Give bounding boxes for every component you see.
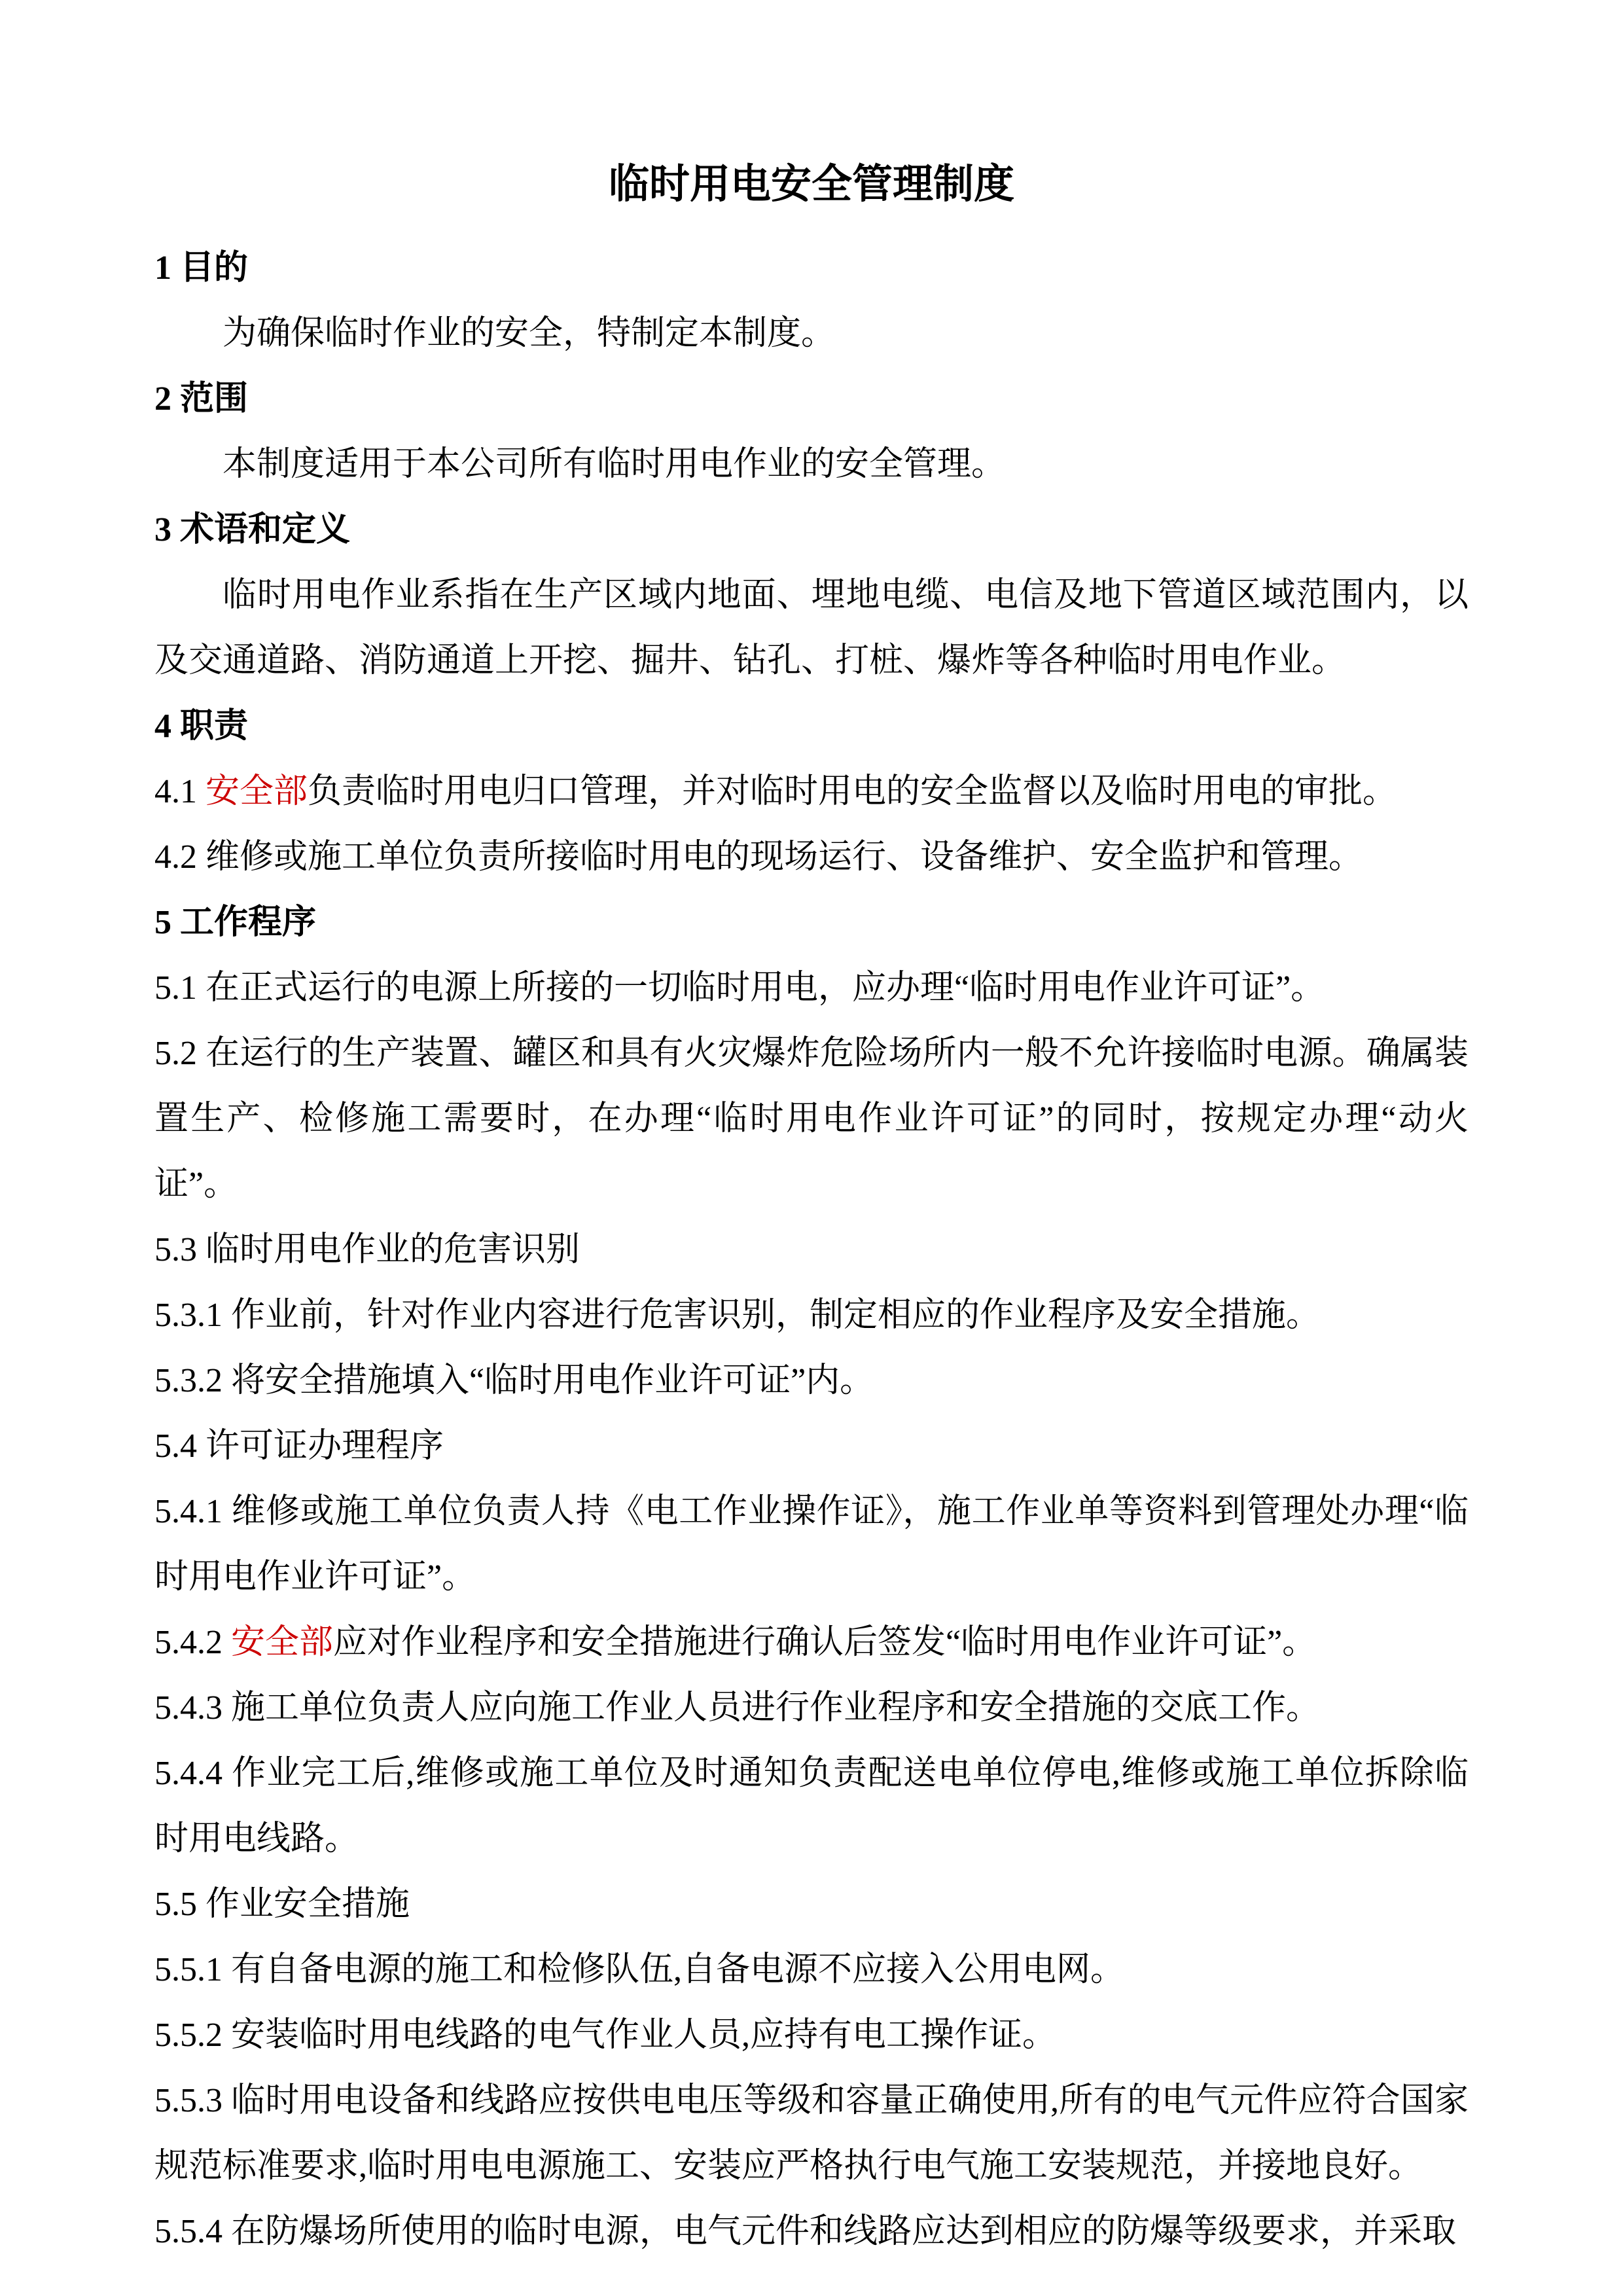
text-run: 5.4.2 [154,1624,231,1661]
item-5-4-4 [154,1741,1469,1872]
document-content [154,149,1469,2265]
text-run: 4.2 维修或施工单位负责所接临时用电的现场运行、设备维护、安全监护和管理。 [154,838,1363,876]
item-5-3 [154,1217,1469,1283]
heading-3-terms [154,497,1469,563]
text-run: 临时用电作业系指在生产区域内地面、埋地电缆、电信及地下管道区域范围内，以及交通道路、消防通道上开挖、掘井、钻孔、打桩、爆炸等各种临时用电作业。 [154,577,1469,679]
text-run: 5.5.3 临时用电设备和线路应按供电电压等级和容量正确使用,所有的电气元件应符合国家规范标准要求,临时用电电源施工、安装应严格执行电气施工安装规范，并接地良好。 [154,2082,1469,2185]
item-5-5-1 [154,1937,1469,2003]
red-highlight-text: 安全部 [231,1624,334,1661]
heading-4-responsibility [154,694,1469,759]
text-run: 5.3.1 作业前，针对作业内容进行危害识别，制定相应的作业程序及安全措施。 [154,1297,1321,1334]
item-5-4 [154,1414,1469,1479]
para-terms [154,563,1469,694]
item-4-1 [154,759,1469,825]
text-run: 5 工作程序 [154,904,317,941]
heading-2-scope [154,367,1469,432]
text-run: 5.1 在正式运行的电源上所接的一切临时用电，应办理“临时用电作业许可证”。 [154,969,1325,1007]
item-4-2 [154,825,1469,890]
text-run: 1 目的 [154,249,249,287]
text-run: 5.2 在运行的生产装置、罐区和具有火灾爆炸危险场所内一般不允许接临时电源。确属装置生产、检修施工需要时，在办理“临时用电作业许可证”的同时，按规定办理“动火证”。 [154,1035,1469,1203]
item-5-2 [154,1021,1469,1217]
text-run: 5.4 许可证办理程序 [154,1427,444,1465]
item-5-4-3 [154,1676,1469,1741]
text-run: 5.3.2 将安全措施填入“临时用电作业许可证”内。 [154,1362,874,1399]
item-5-4-2 [154,1610,1469,1676]
text-run: 5.3 临时用电作业的危害识别 [154,1231,580,1268]
text-run: 应对作业程序和安全措施进行确认后签发“临时用电作业许可证”。 [333,1624,1317,1661]
text-run: 5.4.3 施工单位负责人应向施工作业人员进行作业程序和安全措施的交底工作。 [154,1689,1321,1727]
text-run: 为确保临时作业的安全，特制定本制度。 [223,315,836,352]
item-5-5-2 [154,2003,1469,2068]
text-run: 负责临时用电归口管理，并对临时用电的安全监督以及临时用电的审批。 [308,773,1397,810]
text-run: 3 术语和定义 [154,511,351,548]
text-run: 4.1 [154,773,205,810]
para-purpose [154,301,1469,367]
text-run: 5.5.4 在防爆场所使用的临时电源，电气元件和线路应达到相应的防爆等级要求，并采取 [154,2213,1457,2250]
text-run: 2 范围 [154,380,249,418]
heading-5-procedure [154,890,1469,956]
text-run: 本制度适用于本公司所有临时用电作业的安全管理。 [223,446,1006,483]
item-5-1 [154,956,1469,1021]
document-body [154,236,1469,2265]
para-scope [154,432,1469,497]
text-run: 5.4.1 维修或施工单位负责人持《电工作业操作证》，施工作业单等资料到管理处办理“临时用电作业许可证”。 [154,1493,1469,1596]
item-5-3-2 [154,1348,1469,1414]
item-5-5-3 [154,2068,1469,2199]
item-5-5 [154,1872,1469,1937]
text-run: 5.5.2 安装临时用电线路的电气作业人员,应持有电工操作证。 [154,2017,1057,2054]
document-title: 临时用电安全管理制度 [608,162,1014,207]
item-5-5-4 [154,2199,1469,2265]
item-5-3-1 [154,1283,1469,1348]
text-run: 4 职责 [154,708,249,745]
text-run: 5.5 作业安全措施 [154,1886,410,1923]
heading-1-purpose [154,236,1469,301]
text-run: 5.5.1 有自备电源的施工和检修队伍,自备电源不应接入公用电网。 [154,1951,1125,1988]
text-run: 5.4.4 作业完工后,维修或施工单位及时通知负责配送电单位停电,维修或施工单位拆除临时用电线路。 [154,1755,1469,1857]
red-highlight-text: 安全部 [205,773,308,810]
item-5-4-1 [154,1479,1469,1610]
